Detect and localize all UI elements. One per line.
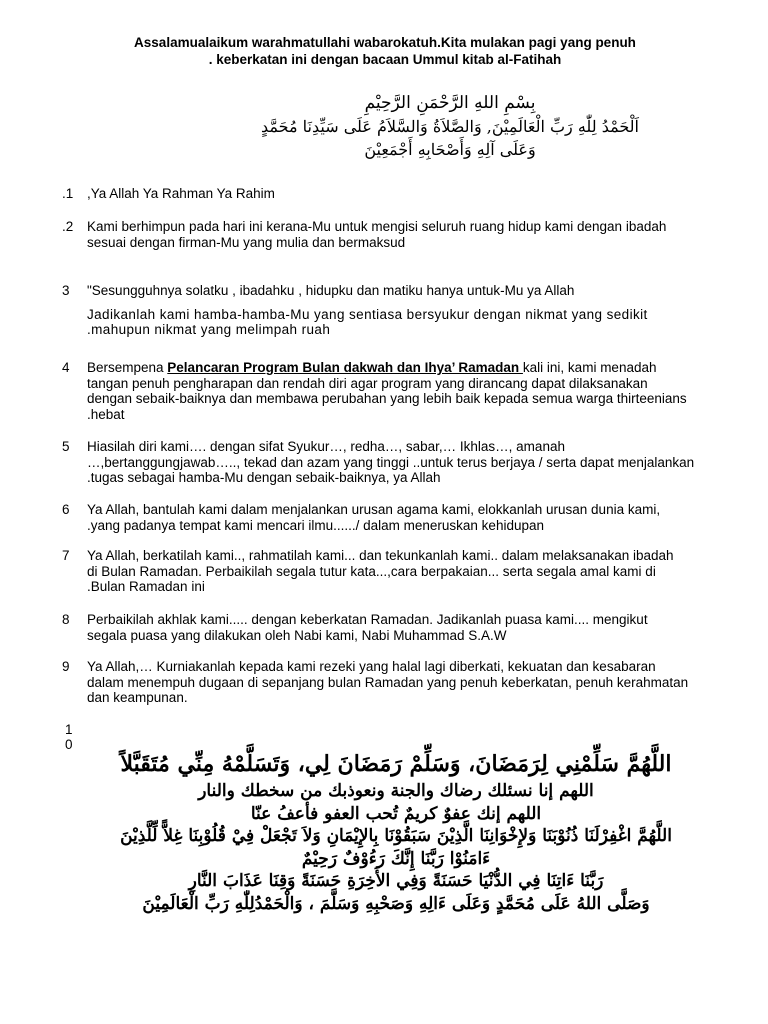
header-line-1: Assalamualaikum warahmatullahi wabarokatuh.Kita mulakan pagi yang penuh [134, 35, 636, 50]
item-number: 9 [62, 659, 70, 674]
opening-arabic-line-2: اَلْحَمْدُ لِلّٰهِ رَبِّ الْعَالَمِيْنَ, وَالصَّلاَةُ وَالسَّلاَمُ عَلَى سَيِّدِنَا مُحَمَّدٍ [261, 117, 639, 136]
item-line: segala puasa yang dilakukan oleh Nabi kami, Nabi Muhammad S.A.W [87, 627, 507, 643]
item-line: Kami berhimpun pada hari ini kerana-Mu untuk mengisi seluruh ruang hidup kami dengan ibadah [87, 219, 667, 234]
item-subparagraph [87, 307, 727, 338]
list-item-10-number [65, 722, 79, 752]
opening-arabic-prayer [150, 92, 750, 161]
closing-arabic-line-5: ءَامَنُوْا رَبَّنَا إِنَّكَ رَءُوْفٌ رَحِيْمٌ [301, 848, 491, 869]
item-number: 7 [62, 548, 70, 563]
item-line: …,bertanggungjawab….., tekad dan azam yang tinggi ..untuk terus berjaya / serta dapat menjalankan [87, 454, 695, 470]
item-text: kali ini, kami menadah [522, 360, 657, 375]
item-line: Jadikanlah kami hamba-hamba-Mu yang sentiasa bersyukur dengan nikmat yang sedikit [87, 306, 648, 322]
item-line: Ya Allah, berkatilah kami.., rahmatilah kami... dan tekunkanlah kami.. dalam melaksanakan ibadah [87, 548, 674, 563]
closing-arabic-line-2: اللهم إنا نسئلك رضاك والجنة ونعوذبك من سخطك والنار [198, 781, 594, 801]
document-header [80, 34, 690, 68]
item-number: 4 [62, 360, 70, 375]
closing-arabic-line-6: رَبَّنَا ءَاتِنَا فِي الدُّنْيَا حَسَنَةً وَفِي الأَخِرَةِ حَسَنَةً وَقِنَا عَذَابَ النَّارِ [188, 871, 604, 891]
closing-arabic-line-7: وَصَلَّى اللهُ عَلَى مُحَمَّدٍ وَعَلَى ءَالِهِ وَصَحْبِهِ وَسَلَّمَ ، وَالْحَمْدُلِلّٰهِ رَبِّ الْعَالَمِيْنَ [142, 893, 650, 914]
item-number: .2 [62, 219, 74, 234]
item-line: Hiasilah diri kami…. dengan sifat Syukur…, redha…, sabar,… Ikhlas…, amanah [87, 439, 565, 454]
closing-arabic-line-3: اللهم إنك عفوٌ كريمٌ تُحب العفو فأعفُ عنّا [250, 803, 542, 824]
opening-arabic-line-3: وَعَلَى آلِهِ وَأَصْحَابِهِ أَجْمَعِيْنَ [364, 140, 536, 159]
item-number: 5 [62, 439, 70, 454]
item-text: Bersempena [87, 360, 168, 375]
closing-arabic-line-1: اللَّهُمَّ سَلِّمْنِي لِرَمَضَانَ، وَسَلِّمْ رَمَضَانَ لِي، وَتَسَلَّمْهُ مِنِّي مُتَقَبَّلاً [120, 751, 672, 777]
item-line: tangan penuh pengharapan dan rendah diri agar program yang dirancang dapat dilaksanakan [87, 375, 648, 391]
header-line-2: . keberkatan ini dengan bacaan Ummul kitab al-Fatihah [208, 52, 562, 67]
closing-arabic-line-4: اللَّهُمَّ اغْفِرْلَنَا ذُنُوْبَنَا وَلإِخْوَانِنَا الَّذِيْنَ سَبَقُوْنَا بِالإِيْمَانِ وَلاَ تَجْعَلْ فِيْ قُلُوْبِنَا غِلاًّ لِّلَّذِيْنَ [120, 826, 672, 846]
item-line: dan keampunan. [87, 690, 188, 706]
item-line: .tugas sebagai hamba-Mu dengan sebaik-baiknya, ya Allah [87, 470, 441, 486]
item-line: Ya Allah,… Kurniakanlah kepada kami rezeki yang halal lagi diberkati, kekuatan dan kesabaran [87, 659, 656, 674]
item-line [87, 360, 727, 376]
item-line: .hebat [87, 406, 125, 422]
item-line: sesuai dengan firman-Mu yang mulia dan bermaksud [87, 234, 406, 250]
item-line: Ya Allah, bantulah kami dalam menjalankan urusan agama kami, elokkanlah urusan dunia kami, [87, 502, 661, 517]
basmalah-line: بِسْمِ اللهِ الرَّحْمَنِ الرَّحِيْمِ [364, 93, 536, 113]
item-number-digit: 1 [65, 722, 73, 737]
item-line: .mahupun nikmat yang melimpah ruah [87, 322, 331, 338]
item-line: .Bulan Ramadan ini [87, 579, 205, 595]
program-title-underlined: Pelancaran Program Bulan dakwah dan Ihya’ Ramadan [167, 360, 523, 375]
item-line: Perbaikilah akhlak kami..... dengan keberkatan Ramadan. Jadikanlah puasa kami.... mengikut [87, 612, 648, 627]
item-line: .yang padanya tempat kami mencari ilmu....../ dalam meneruskan kehidupan [87, 517, 544, 533]
closing-arabic-prayer [90, 748, 702, 915]
item-number: 6 [62, 502, 70, 517]
item-line: dengan sebaik-baiknya dan membawa perubahan yang lebih baik kepada semua warga thirteenians [87, 391, 687, 407]
item-line: di Bulan Ramadan. Perbaikilah segala tutur kata...,cara berpakaian... serta segala amal kami di [87, 563, 656, 579]
item-number: 8 [62, 612, 70, 627]
item-line: dalam menempuh dugaan di sepanjang bulan Ramadan yang penuh keberkatan, penuh kerahmatan [87, 674, 689, 690]
item-number: .1 [62, 186, 74, 201]
item-line: "Sesungguhnya solatku , ibadahku , hidupku dan matiku hanya untuk-Mu ya Allah [87, 283, 575, 298]
item-line: ,Ya Allah Ya Rahman Ya Rahim [87, 186, 275, 201]
item-number-digit: 0 [65, 737, 73, 752]
item-number: 3 [62, 283, 70, 298]
